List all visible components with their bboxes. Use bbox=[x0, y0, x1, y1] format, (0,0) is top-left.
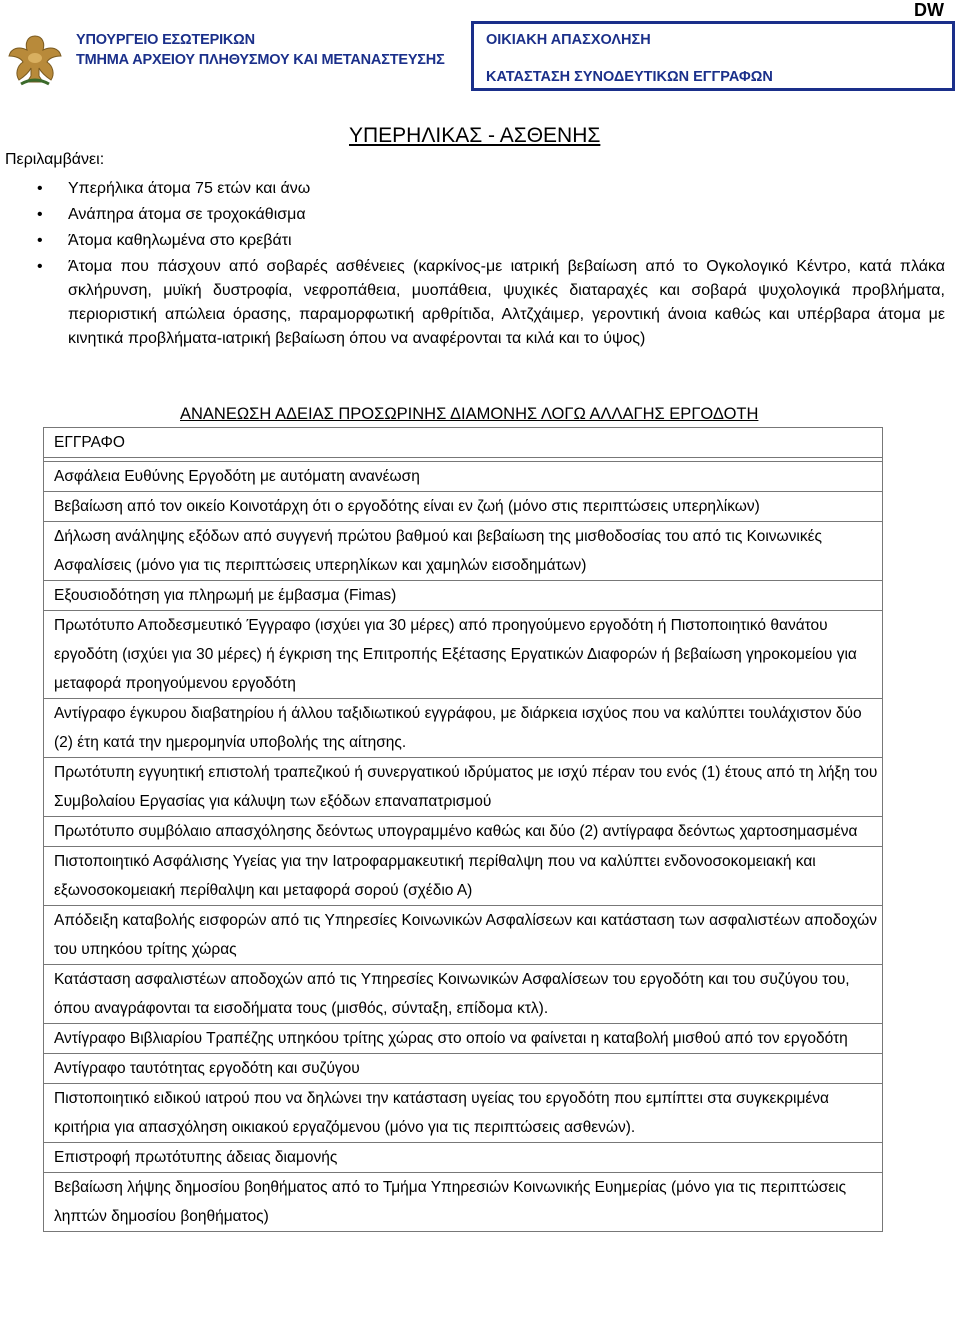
table-row bbox=[44, 906, 883, 965]
page-title: ΥΠΕΡΗΛΙΚΑΣ - ΑΣΘΕΝΗΣ bbox=[349, 124, 601, 147]
includes-label: Περιλαμβάνει: bbox=[5, 151, 105, 168]
ministry-name bbox=[76, 30, 445, 70]
table-cell: Πιστοποιητικό Ασφάλισης Υγείας για την Ιατροφαρμακευτική περίθαλψη που να καλύπτει ενδονοσοκομειακή και εξωνοσοκομειακή περίθαλψη και μεταφορά σορού (σχέδιο Α) bbox=[44, 847, 883, 906]
criteria-item: • Άτομα καθηλωμένα στο κρεβάτι bbox=[0, 229, 945, 253]
table-cell: Πρωτότυπη εγγυητική επιστολή τραπεζικού ή συνεργατικού ιδρύματος με ισχύ πέραν του ενός (1) έτους από τη λήξη του Συμβολαίου Εργασίας για κάλυψη των εξόδων επαναπατρισμού bbox=[44, 758, 883, 817]
header-box bbox=[471, 21, 955, 91]
table-cell: Πρωτότυπο συμβόλαιο απασχόλησης δεόντως υπογραμμένο καθώς και δύο (2) αντίγραφα δεόντως χαρτοσημασμένα bbox=[44, 817, 883, 847]
table-row bbox=[44, 758, 883, 817]
table-row bbox=[44, 965, 883, 1024]
table-cell: Βεβαίωση από τον οικείο Κοινοτάρχη ότι ο εργοδότης είναι εν ζωή (μόνο στις περιπτώσεις υπερηλίκων) bbox=[44, 492, 883, 522]
section-title: ΑΝΑΝΕΩΣΗ ΑΔΕΙΑΣ ΠΡΟΣΩΡΙΝΗΣ ΔΙΑΜΟΝΗΣ ΛΟΓΩ ΑΛΛΑΓΗΣ ΕΡΓΟΔΟΤΗ bbox=[180, 405, 759, 423]
table-cell: Αντίγραφο έγκυρου διαβατηρίου ή άλλου ταξιδιωτικού εγγράφου, με διάρκεια ισχύος που να καλύπτει τουλάχιστον δύο (2) έτη κατά την ημερομηνία υποβολής της αίτησης. bbox=[44, 699, 883, 758]
table-cell: Εξουσιοδότηση για πληρωμή με έμβασμα (Fimas) bbox=[44, 581, 883, 611]
ministry-line-2: ΤΜΗΜΑ ΑΡΧΕΙΟΥ ΠΛΗΘΥΣΜΟΥ ΚΑΙ ΜΕΤΑΝΑΣΤΕΥΣΗΣ bbox=[76, 52, 445, 68]
table-row bbox=[44, 462, 883, 492]
table-cell: Επιστροφή πρωτότυπης άδειας διαμονής bbox=[44, 1143, 883, 1173]
criteria-list bbox=[0, 177, 945, 353]
table-cell: Πρωτότυπο Αποδεσμευτικό Έγγραφο (ισχύει για 30 μέρες) από προηγούμενο εργοδότη ή Πιστοποιητικό θανάτου εργοδότη (ισχύει για 30 μέρες) ή έγκριση της Επιτροπής Εξέτασης Εργατικών Διαφορών ή βεβαίωση γηροκομείου για μεταφορά προηγούμενου εργοδότη bbox=[44, 611, 883, 699]
documents-table bbox=[43, 427, 883, 1232]
table-row bbox=[44, 1173, 883, 1232]
table-row bbox=[44, 1024, 883, 1054]
criteria-item: • Υπερήλικα άτομα 75 ετών και άνω bbox=[0, 177, 945, 201]
form-code: DW bbox=[914, 0, 944, 20]
table-row bbox=[44, 492, 883, 522]
table-row bbox=[44, 699, 883, 758]
header-box-line-1: ΟΙΚΙΑΚΗ ΑΠΑΣΧΟΛΗΣΗ bbox=[486, 32, 651, 48]
table-cell: Κατάσταση ασφαλιστέων αποδοχών από τις Υπηρεσίες Κοινωνικών Ασφαλίσεων του εργοδότη και του συζύγου του, όπου αναγράφονται τα εισοδήματα τους (μισθός, σύνταξη, επίδομα κτλ). bbox=[44, 965, 883, 1024]
table-row bbox=[44, 522, 883, 581]
table-cell: Αντίγραφο Βιβλιαρίου Τραπέζης υπηκόου τρίτης χώρας στο οποίο να φαίνεται η καταβολή μισθού από τον εργοδότη bbox=[44, 1024, 883, 1054]
header-box-line-2: ΚΑΤΑΣΤΑΣΗ ΣΥΝΟΔΕΥΤΙΚΩΝ ΕΓΓΡΑΦΩΝ bbox=[486, 69, 773, 85]
criteria-item: • Ανάπηρα άτομα σε τροχοκάθισμα bbox=[0, 203, 945, 227]
table-cell: Πιστοποιητικό ειδικού ιατρού που να δηλώνει την κατάσταση υγείας του εργοδότη που εμπίπτει στα συγκεκριμένα κριτήρια για απασχόληση οικιακού εργαζόμενου (μόνο για τις περιπτώσεις ασθενών). bbox=[44, 1084, 883, 1143]
table-row bbox=[44, 611, 883, 699]
table-row bbox=[44, 1054, 883, 1084]
table-row bbox=[44, 1143, 883, 1173]
table-row bbox=[44, 581, 883, 611]
cyprus-crest-icon bbox=[5, 30, 65, 88]
table-header-row bbox=[44, 428, 883, 458]
table-row bbox=[44, 847, 883, 906]
ministry-line-1: ΥΠΟΥΡΓΕΙΟ ΕΣΩΤΕΡΙΚΩΝ bbox=[76, 32, 255, 48]
criteria-item: • Άτομα που πάσχουν από σοβαρές ασθένειες (καρκίνος-με ιατρική βεβαίωση από το Ογκολογικό Κέντρο, κατά πλάκα σκλήρυνση, μυϊκή δυστροφία, νεφροπάθεια, μυοπάθεια, ψυχικές διαταραχές και σοβαρά ψυχολογικά προβλήματα, περιοριστική απώλεια όρασης, παραμορφωτική αρθρίτιδα, Αλτζχάιμερ, γεροντική άνοια καθώς και υπέρβαρα άτομα με κινητικά προβλήματα-ιατρική βεβαίωση όπου να αναφέρονται τα κιλά και το ύψος) bbox=[0, 255, 945, 351]
table-cell: Απόδειξη καταβολής εισφορών από τις Υπηρεσίες Κοινωνικών Ασφαλίσεων και κατάσταση των ασφαλιστέων αποδοχών του υπηκόου τρίτης χώρας bbox=[44, 906, 883, 965]
table-cell: Ασφάλεια Ευθύνης Εργοδότη με αυτόματη ανανέωση bbox=[44, 462, 883, 492]
table-cell: Αντίγραφο ταυτότητας εργοδότη και συζύγου bbox=[44, 1054, 883, 1084]
table-cell: Βεβαίωση λήψης δημοσίου βοηθήματος από το Τμήμα Υπηρεσιών Κοινωνικής Ευημερίας (μόνο για τις περιπτώσεις ληπτών δημοσίου βοηθήματος) bbox=[44, 1173, 883, 1232]
table-row bbox=[44, 1084, 883, 1143]
table-header-cell: ΕΓΓΡΑΦΟ bbox=[44, 428, 883, 458]
table-row bbox=[44, 817, 883, 847]
table-cell: Δήλωση ανάληψης εξόδων από συγγενή πρώτου βαθμού και βεβαίωση της μισθοδοσίας του από τις Κοινωνικές Ασφαλίσεις (μόνο για τις περιπτώσεις υπερηλίκων και χαμηλών εισοδημάτων) bbox=[44, 522, 883, 581]
